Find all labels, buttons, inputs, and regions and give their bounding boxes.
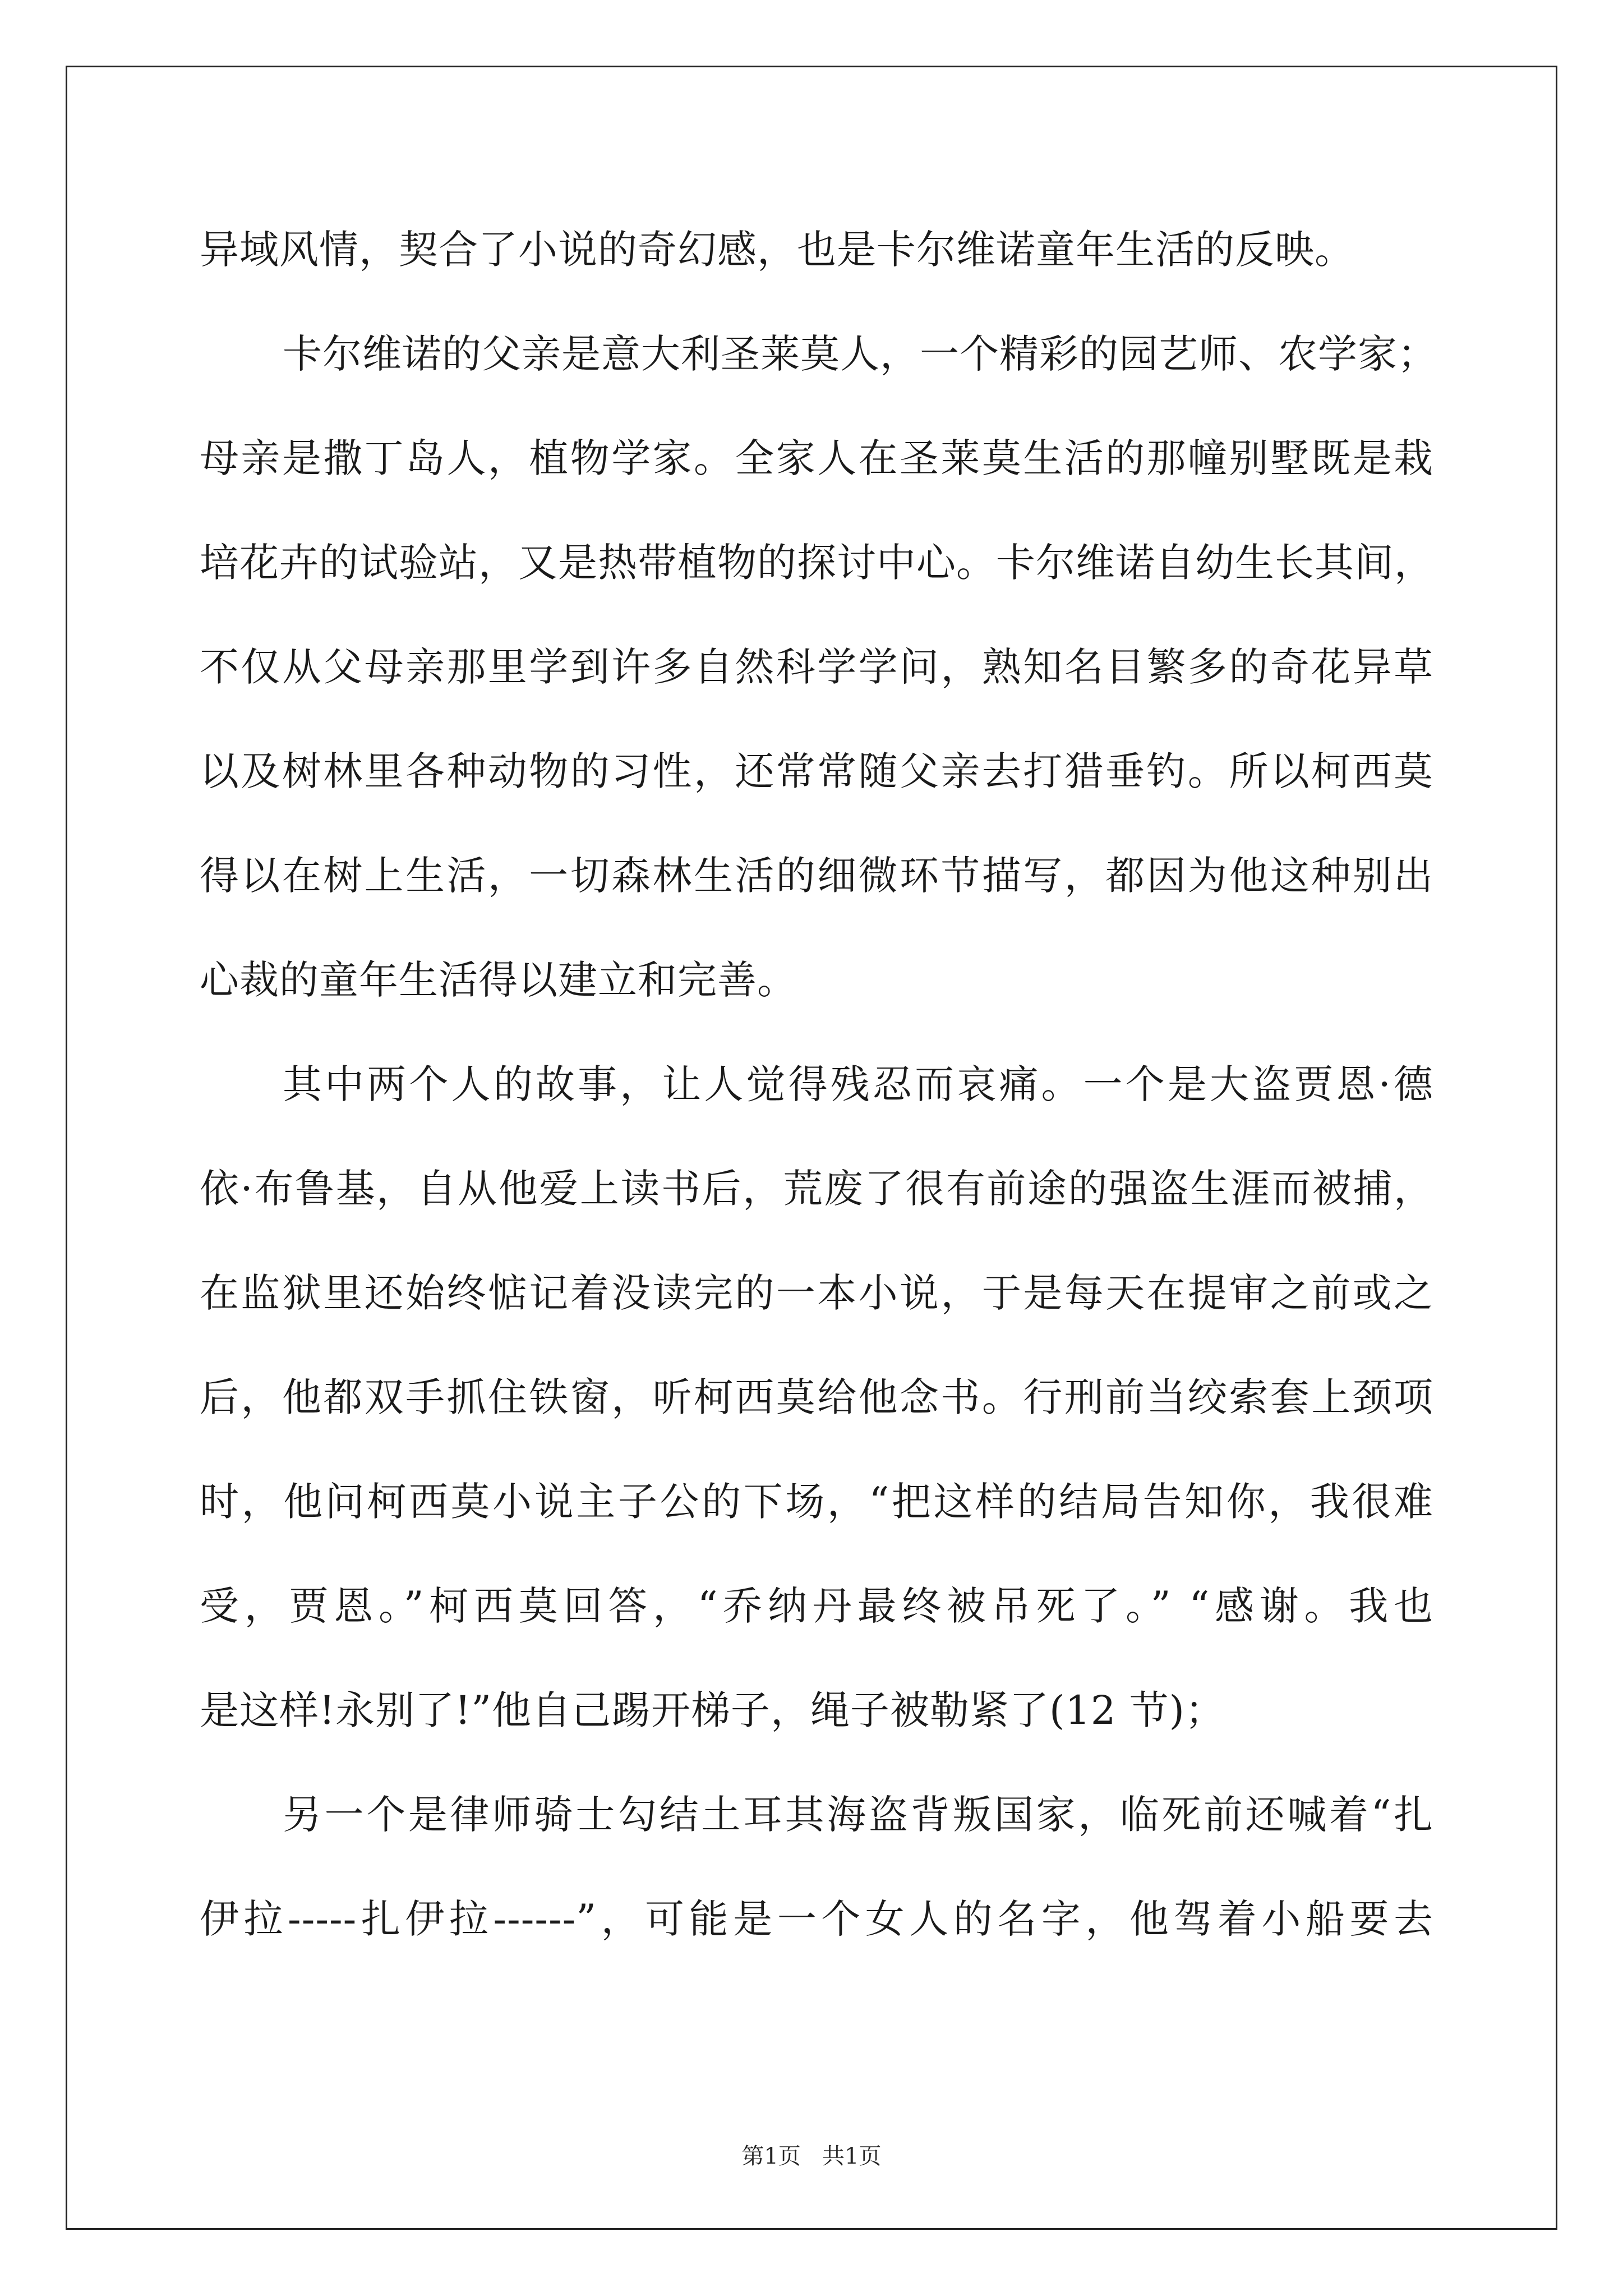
text-line: 伊拉-----扎伊拉------”，可能是一个女人的名字，他驾着小船要去 bbox=[200, 1896, 1433, 1942]
text-line: 母亲是撒丁岛人，植物学家。全家人在圣莱莫生活的那幢别墅既是栽 bbox=[200, 435, 1433, 481]
text-line: 心裁的童年生活得以建立和完善。 bbox=[200, 957, 797, 1003]
text-line: 其中两个人的故事，让人觉得残忍而哀痛。一个是大盗贾恩·德 bbox=[283, 1061, 1433, 1107]
text-line: 另一个是律师骑士勾结土耳其海盗背叛国家，临死前还喊着“扎 bbox=[283, 1792, 1433, 1838]
text-line: 异域风情，契合了小说的奇幻感，也是卡尔维诺童年生活的反映。 bbox=[200, 227, 1354, 273]
text-line: 是这样!永别了!”他自己踢开梯子，绳子被勒紧了(12 节)； bbox=[200, 1687, 1225, 1733]
text-line: 受，贾恩。”柯西莫回答，“乔纳丹最终被吊死了。” “感谢。我也 bbox=[200, 1583, 1433, 1629]
text-line: 不仅从父母亲那里学到许多自然科学学问，熟知名目繁多的奇花异草 bbox=[200, 644, 1433, 690]
text-line: 后，他都双手抓住铁窗，听柯西莫给他念书。行刑前当绞索套上颈项 bbox=[200, 1374, 1433, 1420]
text-line: 得以在树上生活，一切森林生活的细微环节描写，都因为他这种别出 bbox=[200, 853, 1433, 899]
page-footer: 第1页 共1页 bbox=[741, 2143, 882, 2169]
text-line: 依·布鲁基，自从他爱上读书后，荒废了很有前途的强盗生涯而被捕， bbox=[200, 1166, 1433, 1212]
text-line: 卡尔维诺的父亲是意大利圣莱莫人，一个精彩的园艺师、农学家； bbox=[283, 331, 1437, 377]
document-body bbox=[200, 210, 1437, 1984]
text-line: 培花卉的试验站，又是热带植物的探讨中心。卡尔维诺自幼生长其间， bbox=[200, 540, 1434, 586]
text-line: 以及树林里各种动物的习性，还常常随父亲去打猎垂钓。所以柯西莫 bbox=[200, 748, 1433, 794]
text-line: 在监狱里还始终惦记着没读完的一本小说，于是每天在提审之前或之 bbox=[200, 1270, 1433, 1316]
text-line: 时，他问柯西莫小说主子公的下场，“把这样的结局告知你，我很难 bbox=[200, 1479, 1433, 1525]
